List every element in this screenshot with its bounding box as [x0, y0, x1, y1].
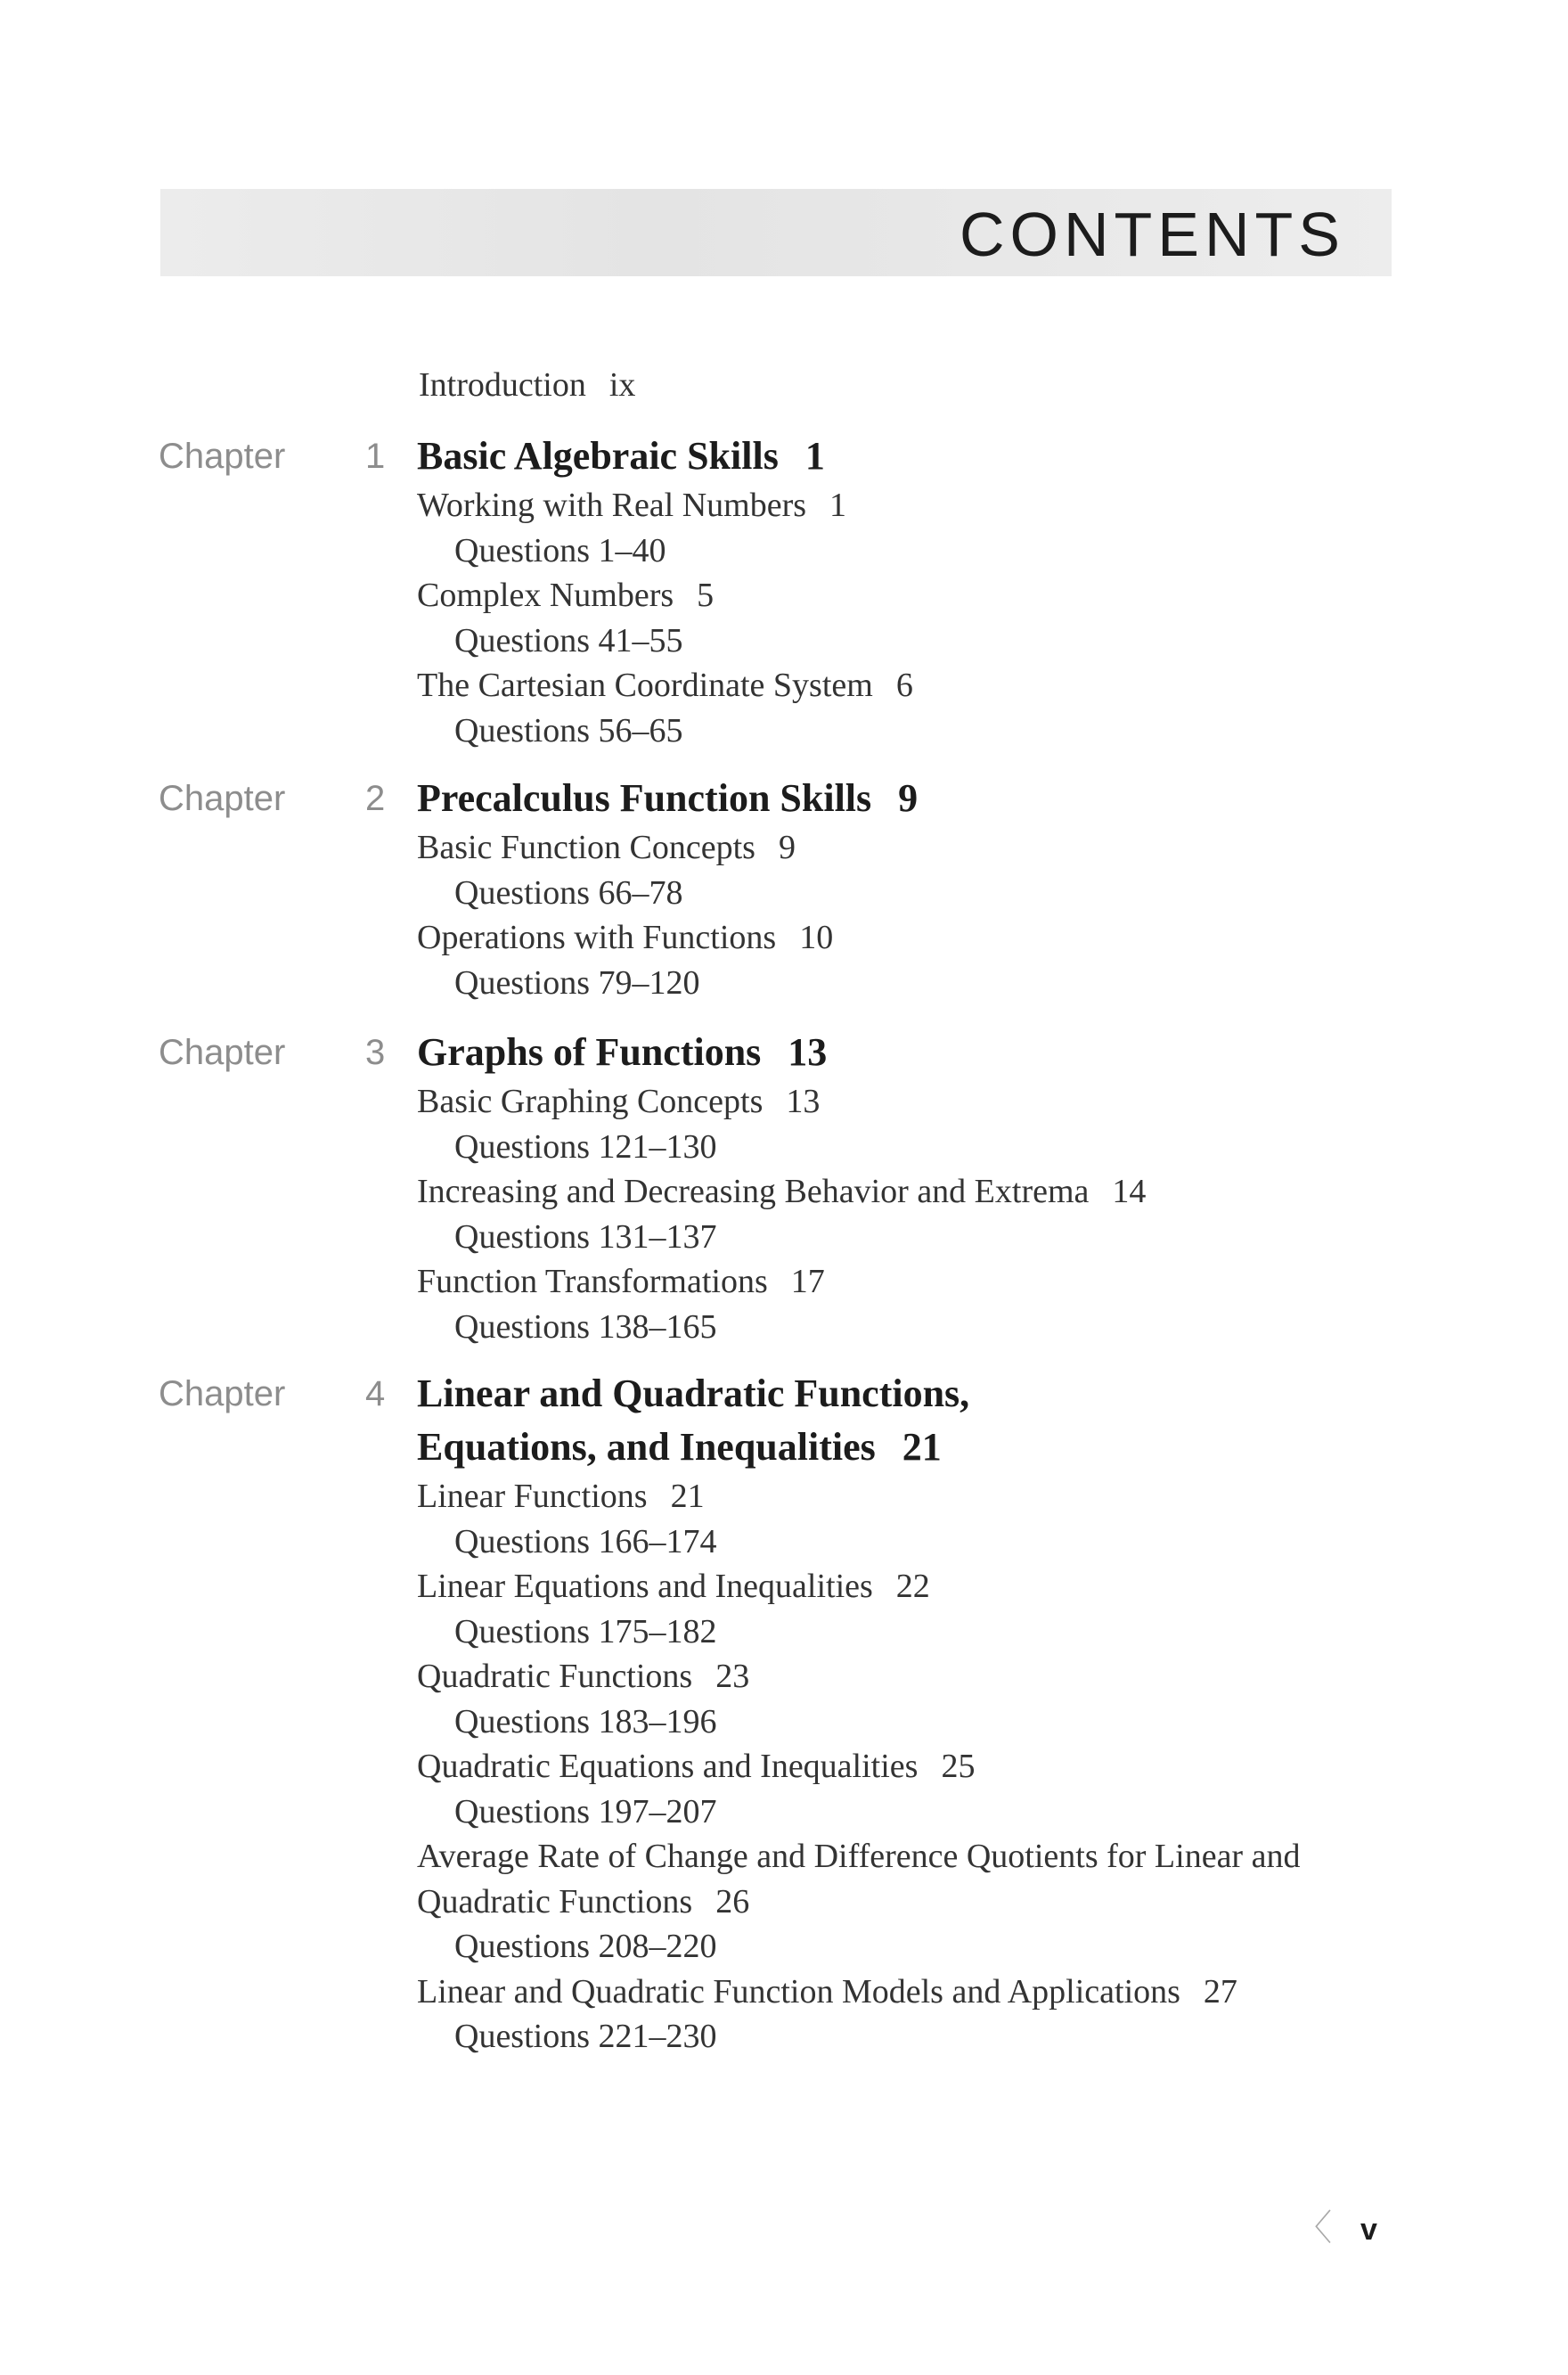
chapter-number: 2: [365, 779, 386, 818]
section-entry: Linear Functions 21: [417, 1478, 705, 1515]
questions-range: Questions 131–137: [454, 1217, 717, 1256]
section-entry: Increasing and Decreasing Behavior and Extrema 14: [417, 1173, 1147, 1210]
chapter-body: [417, 1367, 1441, 2060]
chapter-body: [417, 1026, 1441, 1349]
questions-range: Questions 121–130: [454, 1127, 717, 1166]
chapter-body: [417, 430, 1441, 753]
chapter-page: 13: [788, 1030, 828, 1074]
section-page: 23: [715, 1658, 750, 1695]
questions-range: Questions 197–207: [454, 1792, 717, 1830]
intro-label: Introduction: [419, 366, 586, 404]
questions-range: Questions 175–182: [454, 1612, 717, 1650]
section-entry: Quadratic Equations and Inequalities 25: [417, 1748, 976, 1785]
chapter-page: 1: [804, 434, 825, 478]
section-entry: Linear and Quadratic Function Models and Applications 27: [417, 1972, 1237, 2011]
section-page: 21: [670, 1478, 705, 1515]
section-page: 1: [829, 487, 847, 524]
questions-range: Questions 221–230: [454, 2018, 717, 2055]
section-page: 26: [715, 1882, 750, 1920]
section-page: 25: [941, 1748, 976, 1785]
chapter-label: Chapter: [159, 1033, 286, 1072]
chapter-label: Chapter: [159, 437, 286, 476]
section-entry: Working with Real Numbers 1: [417, 487, 847, 524]
questions-range: Questions 41–55: [454, 621, 683, 659]
page-title: CONTENTS: [960, 200, 1345, 269]
questions-range: Questions 56–65: [454, 711, 683, 749]
questions-range: Questions 1–40: [454, 531, 666, 569]
chapter-page: 21: [902, 1425, 942, 1469]
section-entry: Basic Graphing Concepts 13: [417, 1083, 821, 1120]
intro-page: ix: [608, 366, 636, 404]
section-page: 17: [790, 1263, 825, 1300]
section-page: 6: [895, 667, 913, 704]
chapter-number: 4: [365, 1374, 386, 1413]
chapter-number: 3: [365, 1033, 386, 1072]
chapter-number: 1: [365, 437, 386, 476]
section-page: 9: [778, 829, 796, 866]
questions-range: Questions 79–120: [454, 963, 700, 1002]
section-page: 27: [1203, 1972, 1237, 2011]
section-entry: Quadratic Functions 23: [417, 1658, 750, 1695]
questions-range: Questions 138–165: [454, 1307, 717, 1346]
questions-range: Questions 183–196: [454, 1702, 717, 1740]
section-entry: Complex Numbers 5: [417, 577, 715, 614]
questions-range: Questions 208–220: [454, 1928, 717, 1965]
section-entry: Linear Equations and Inequalities 22: [417, 1568, 930, 1605]
chapter-label: Chapter: [159, 779, 286, 818]
section-page: 10: [799, 919, 834, 956]
chapter-page: 9: [898, 776, 919, 820]
toc-entry-introduction: [419, 358, 635, 412]
chapter-title: Graphs of Functions 13: [417, 1030, 828, 1074]
questions-range: Questions 166–174: [454, 1522, 717, 1560]
chapter-title-line2: Equations, and Inequalities 21: [417, 1425, 942, 1469]
page-number: v: [1360, 2213, 1377, 2247]
questions-range: Questions 66–78: [454, 873, 683, 912]
section-entry-line2: Quadratic Functions 26: [417, 1882, 750, 1920]
section-entry: The Cartesian Coordinate System 6: [417, 667, 913, 704]
page-footer: [1296, 2201, 1377, 2256]
section-page: 22: [895, 1568, 930, 1605]
section-entry: Function Transformations 17: [417, 1263, 825, 1300]
chapter-title: Precalculus Function Skills 9: [417, 776, 919, 820]
section-page: 13: [786, 1083, 821, 1120]
section-page: 14: [1112, 1173, 1147, 1210]
chapter-title: Basic Algebraic Skills 1: [417, 434, 825, 478]
chapter-title-line1: Linear and Quadratic Functions,: [417, 1372, 970, 1415]
section-page: 5: [697, 577, 715, 614]
chapter-label: Chapter: [159, 1374, 286, 1413]
chapter-body: [417, 772, 1441, 1005]
chevron-left-icon: 〈: [1296, 2208, 1332, 2248]
section-entry: Basic Function Concepts 9: [417, 829, 796, 866]
section-entry: Operations with Functions 10: [417, 919, 834, 956]
section-entry-line1: Average Rate of Change and Difference Quotients for Linear and: [417, 1838, 1301, 1875]
